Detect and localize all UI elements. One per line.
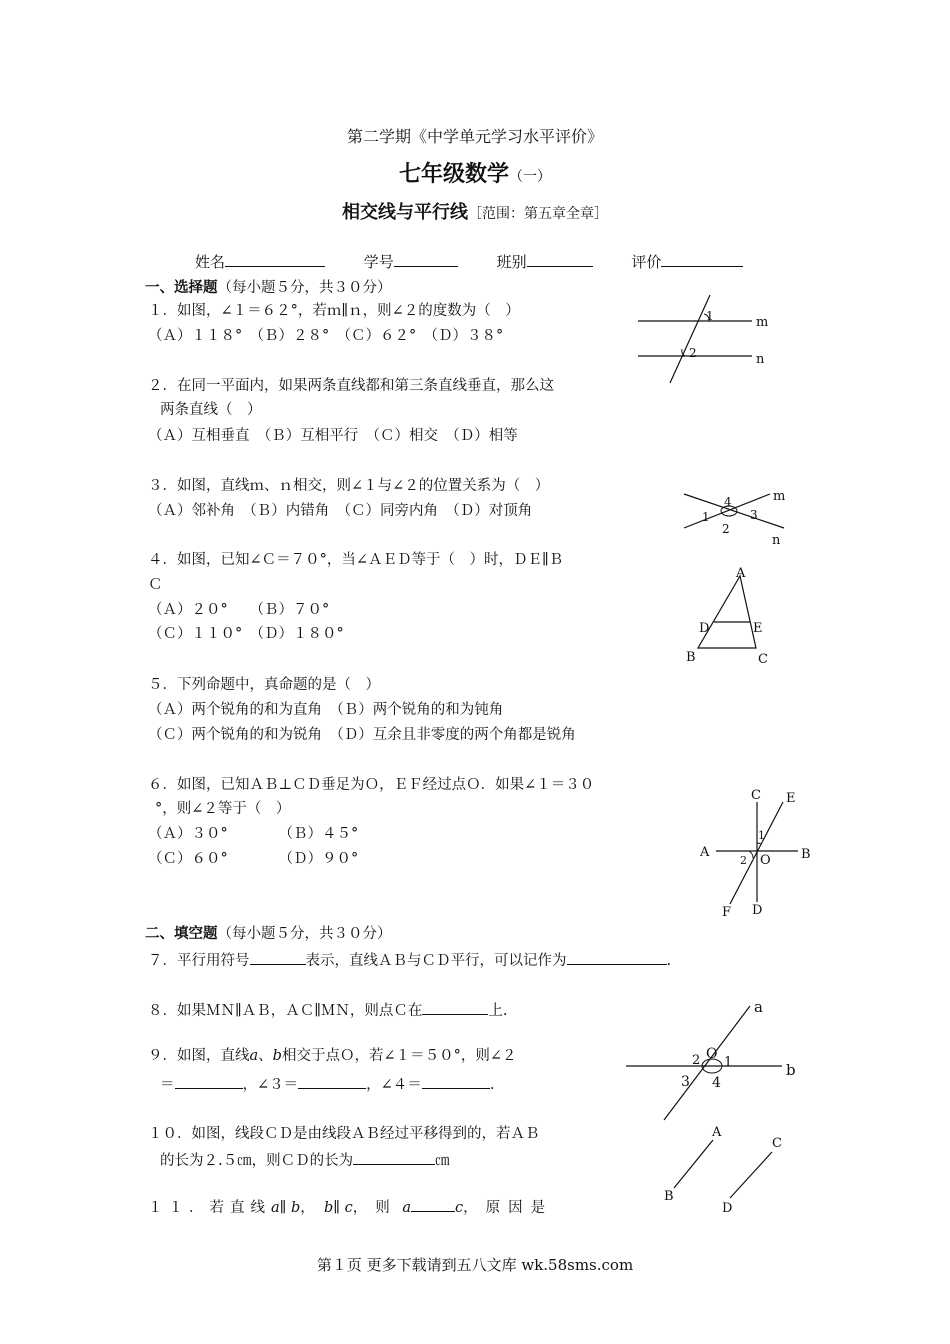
q9-text-1: ９．如图，直线 (148, 1048, 250, 1064)
q9-blank-3[interactable] (422, 1074, 490, 1089)
q5-options-line2: （Ｃ）两个锐角的和为锐角 （Ｄ）互余且非零度的两个角都是锐角 (148, 727, 576, 743)
q11 (148, 1197, 553, 1217)
q4-label-D: D (699, 621, 710, 636)
q11-var-b2: b (323, 1200, 334, 1216)
q9-var-b: b (272, 1048, 282, 1064)
exam-topic (0, 201, 950, 226)
q9-blank-1[interactable] (175, 1074, 243, 1089)
q3-label-2: 2 (722, 522, 730, 536)
q3-label-4: 4 (724, 495, 732, 509)
q9-text-3: 相交于点Ｏ，若∠１＝５０°，则∠２ (281, 1048, 517, 1064)
q6-label-E: E (786, 791, 796, 806)
q10-label-A: A (712, 1125, 722, 1140)
q11-parallel-1: ∥ (279, 1200, 287, 1216)
q4-stem-line2: Ｃ (148, 577, 163, 593)
q9-label-2: 2 (692, 1053, 701, 1068)
q1-figure (630, 290, 780, 390)
q4-options-line1: （Ａ）２０° （Ｂ）７０° (148, 602, 330, 618)
class-label: 班别 (496, 253, 527, 271)
title-suffix: （一） (509, 169, 551, 185)
id-blank[interactable] (394, 252, 458, 267)
q9-label-3: 3 (681, 1074, 690, 1090)
q8-text-2: 上. (488, 1003, 508, 1019)
q6-stem-line2: °，则∠２等于（ ） (155, 801, 291, 817)
q6-stem-line1: ６．如图，已知ＡＢ⊥ＣＤ垂足为Ｏ，ＥＦ经过点Ｏ．如果∠１＝３０ (148, 777, 595, 793)
q6-label-F: F (722, 905, 732, 920)
q11-var-c: c (344, 1200, 353, 1216)
q1-stem: １．如图，∠１＝６２°，若ｍ∥ｎ，则∠２的度数为（ ） (148, 303, 520, 319)
q4-label-A: A (736, 566, 746, 581)
q7-text-2: 表示，直线ＡＢ与ＣＤ平行，可以记作为 (305, 953, 567, 969)
q8-blank[interactable] (422, 1000, 488, 1015)
q4-label-C: C (758, 652, 768, 667)
exam-subtitle: 第二学期《中学单元学习水平评价》 (346, 127, 603, 146)
grade-blank[interactable] (661, 252, 743, 267)
q6-label-C: C (751, 788, 761, 803)
q9-label-a: a (754, 998, 763, 1016)
q4-stem-line1: ４．如图，已知∠Ｃ＝７０°，当∠ＡＥＤ等于（ ）时，ＤＥ∥Ｂ (148, 552, 564, 568)
q10-figure (656, 1120, 796, 1220)
q9-label-4: 4 (712, 1075, 721, 1091)
topic-range: ［范围：第五章全章］ (468, 206, 608, 222)
q6-figure (696, 782, 820, 922)
section2-heading (145, 925, 392, 943)
q4-figure (680, 562, 780, 670)
q2-stem-line1: ２．在同一平面内，如果两条直线都和第三条直线垂直，那么这 (148, 378, 554, 394)
section1-heading (145, 279, 392, 297)
q3-figure (678, 484, 798, 548)
q9-eq-3: ，∠４＝ (366, 1077, 422, 1093)
q11-var-b: b (290, 1200, 301, 1216)
q2-options: （Ａ）互相垂直 （Ｂ）互相平行 （Ｃ）相交 （Ｄ）相等 (148, 428, 518, 444)
q6-label-B: B (801, 847, 811, 862)
q3-label-1: 1 (702, 510, 710, 524)
q3-label-3: 3 (750, 508, 758, 522)
q5-options-line1: （Ａ）两个锐角的和为直角 （Ｂ）两个锐角的和为钝角 (148, 702, 504, 718)
q1-label-1: 1 (706, 309, 714, 323)
q3-options: （Ａ）邻补角 （Ｂ）内错角 （Ｃ）同旁内角 （Ｄ）对顶角 (148, 503, 533, 519)
q11-parallel-2: ∥ (333, 1200, 340, 1216)
q10-line2 (160, 1150, 450, 1170)
q9-eq-4: . (489, 1077, 495, 1093)
q10-label-C: C (772, 1136, 782, 1151)
q8 (148, 1000, 508, 1020)
q6-label-2: 2 (740, 854, 747, 867)
q1-options: （Ａ）１１８° （Ｂ）２８° （Ｃ）６２° （Ｄ）３８° (148, 328, 504, 344)
q11-var-a2: a (402, 1200, 411, 1216)
q11-var-c2: c (454, 1200, 464, 1216)
q9-label-1: 1 (724, 1055, 733, 1070)
q6-label-O: O (760, 853, 771, 868)
q7-text-1: ７．平行用符号 (148, 953, 250, 969)
section1-note: （每小题５分，共３０分） (217, 280, 392, 296)
q10-label-B: B (664, 1189, 674, 1204)
section2-note: （每小题５分，共３０分） (217, 926, 392, 942)
q10-text-1: 的长为２.５㎝，则ＣＤ的长为 (160, 1153, 354, 1169)
section2-title: 二、填空题 (145, 925, 218, 942)
q10-blank[interactable] (353, 1150, 435, 1165)
q3-label-n: n (772, 533, 781, 548)
q7-text-3: . (666, 953, 672, 969)
grade-label: 评价 (631, 253, 662, 271)
q11-text-2: ，则 (352, 1200, 398, 1216)
q10-line1: １０．如图，线段ＣＤ是由线段ＡＢ经过平移得到的，若ＡＢ (148, 1126, 540, 1142)
q7-blank-2[interactable] (567, 950, 667, 965)
q5-stem: ５．下列命题中，真命题的是（ ） (148, 677, 380, 693)
name-label: 姓名 (195, 253, 226, 271)
q7-blank-1[interactable] (250, 950, 306, 965)
q9-figure (620, 994, 810, 1126)
exam-title (0, 160, 950, 191)
q4-label-E: E (753, 621, 763, 636)
q4-label-B: B (686, 650, 696, 665)
q8-text-1: ８．如果ＭＮ∥ＡＢ，ＡＣ∥ＭＮ，则点Ｃ在 (148, 1003, 423, 1019)
q9-var-a: a (249, 1048, 259, 1064)
topic-main: 相交线与平行线 (342, 202, 468, 223)
q3-label-m: m (773, 489, 786, 504)
q6-label-1: 1 (758, 829, 765, 842)
q11-comma: ， (300, 1200, 315, 1216)
q4-options-line2: （Ｃ）１１０° （Ｄ）１８０° (148, 626, 344, 642)
q9-label-b: b (786, 1061, 796, 1079)
q3-stem: ３．如图，直线ｍ、ｎ相交，则∠１与∠２的位置关系为（ ） (148, 478, 550, 494)
q1-label-2: 2 (689, 346, 697, 360)
q6-label-A: A (700, 845, 710, 860)
q10-label-D: D (722, 1201, 733, 1216)
q1-label-m: m (756, 315, 769, 330)
title-main: 七年级数学 (398, 161, 509, 187)
q11-blank[interactable] (411, 1197, 455, 1212)
id-label: 学号 (363, 253, 394, 271)
q9-text-2: 、 (258, 1048, 273, 1064)
q11-text-1: １１．若直线 (148, 1200, 271, 1216)
q9-eq-2: ，∠３＝ (242, 1077, 299, 1093)
name-blank[interactable] (225, 252, 325, 267)
section1-title: 一、选择题 (145, 279, 218, 296)
q7 (148, 950, 671, 970)
q9-line1 (148, 1047, 517, 1065)
class-blank[interactable] (527, 252, 593, 267)
q11-text-3: ，原因是 (463, 1200, 554, 1216)
q9-label-O: O (706, 1046, 718, 1062)
q1-label-n: n (756, 352, 765, 367)
q2-stem-line2: 两条直线（ ） (160, 402, 262, 418)
page-footer: 第１页 更多下载请到五八文库 wk.58sms.com (316, 1256, 634, 1274)
q11-var-a: a (271, 1200, 280, 1216)
q6-label-D: D (752, 903, 763, 918)
q10-text-2: ㎝ (435, 1153, 450, 1169)
q6-options-line1: （Ａ）３０° （Ｂ）４５° (148, 826, 359, 842)
q9-line2 (160, 1074, 494, 1094)
q9-blank-2[interactable] (298, 1074, 366, 1089)
q9-eq-1: ＝ (160, 1077, 175, 1093)
student-info-row (195, 252, 743, 271)
q6-options-line2: （Ｃ）６０° （Ｄ）９０° (148, 851, 359, 867)
